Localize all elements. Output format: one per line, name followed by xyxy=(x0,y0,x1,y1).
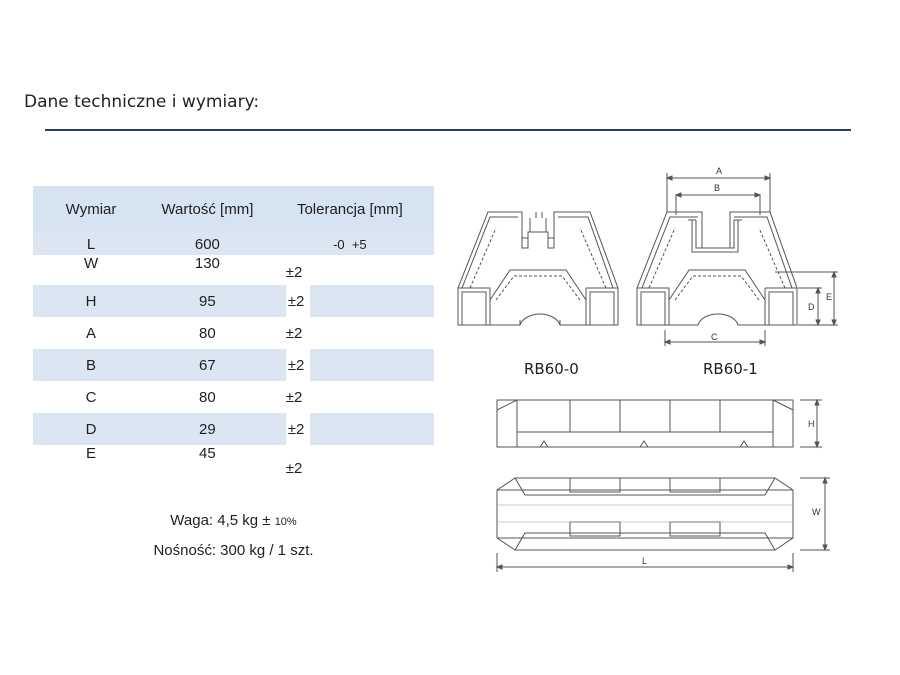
cell-dim: B xyxy=(33,349,149,381)
dim-label-h: H xyxy=(808,419,815,429)
table-row xyxy=(33,381,434,413)
cell-value: 130 xyxy=(194,255,220,272)
cell-dim: E xyxy=(86,445,97,462)
title-divider xyxy=(45,129,851,131)
page-title: Dane techniczne i wymiary: xyxy=(24,92,260,112)
cell-value: 29 xyxy=(149,413,266,445)
dim-label-c: C xyxy=(711,332,718,342)
table-row xyxy=(33,255,434,285)
cell-tol: ±2 xyxy=(266,285,434,317)
table-row xyxy=(33,445,434,477)
model-label-rb60-0: RB60-0 xyxy=(524,360,579,378)
table-header-row xyxy=(33,186,434,233)
header-tolerance: Tolerancja [mm] xyxy=(266,186,434,233)
cell-dim: D xyxy=(33,413,149,445)
side-view xyxy=(497,400,822,447)
cell-dim: A xyxy=(86,324,97,342)
cell-tol: ±2 xyxy=(285,460,303,477)
table-row xyxy=(33,349,434,381)
cell-tol: ±2 xyxy=(266,349,434,381)
cell-tol: ±2 xyxy=(285,324,303,342)
header-dimension: Wymiar xyxy=(33,186,149,233)
cell-value: 600 xyxy=(149,233,266,255)
cell-value: 67 xyxy=(149,349,266,381)
technical-drawing xyxy=(440,150,860,590)
dim-label-b: B xyxy=(714,183,721,193)
cell-value: 80 xyxy=(199,388,216,406)
cell-tol: -0 +5 xyxy=(266,233,434,255)
dim-label-l: L xyxy=(642,556,648,566)
table-row xyxy=(33,233,434,255)
table-row xyxy=(33,285,434,317)
cell-tol: ±2 xyxy=(285,388,303,406)
cell-tol: ±2 xyxy=(285,263,303,281)
cell-value: 45 xyxy=(199,445,216,462)
table-row xyxy=(33,317,434,349)
dim-label-d: D xyxy=(808,302,815,312)
dim-label-a: A xyxy=(716,166,723,176)
dim-label-w: W xyxy=(812,507,821,517)
cell-dim: L xyxy=(33,233,149,255)
cell-dim: H xyxy=(33,285,149,317)
spec-table xyxy=(33,186,434,477)
cell-dim: W xyxy=(83,255,99,272)
cell-value: 80 xyxy=(199,324,216,342)
top-view xyxy=(497,478,830,572)
dim-label-e: E xyxy=(826,292,833,302)
capacity-note: Nośność: 300 kg / 1 szt. xyxy=(153,542,314,559)
model-label-rb60-1: RB60-1 xyxy=(703,360,758,378)
cell-value: 95 xyxy=(149,285,266,317)
profile-rb60-0 xyxy=(458,212,618,325)
cell-tol: ±2 xyxy=(266,413,434,445)
profile-rb60-1 xyxy=(637,173,838,346)
cell-dim: C xyxy=(85,388,97,406)
header-value: Wartość [mm] xyxy=(149,186,266,233)
table-row xyxy=(33,413,434,445)
weight-note: Waga: 4,5 kg ± 10% xyxy=(170,512,297,529)
